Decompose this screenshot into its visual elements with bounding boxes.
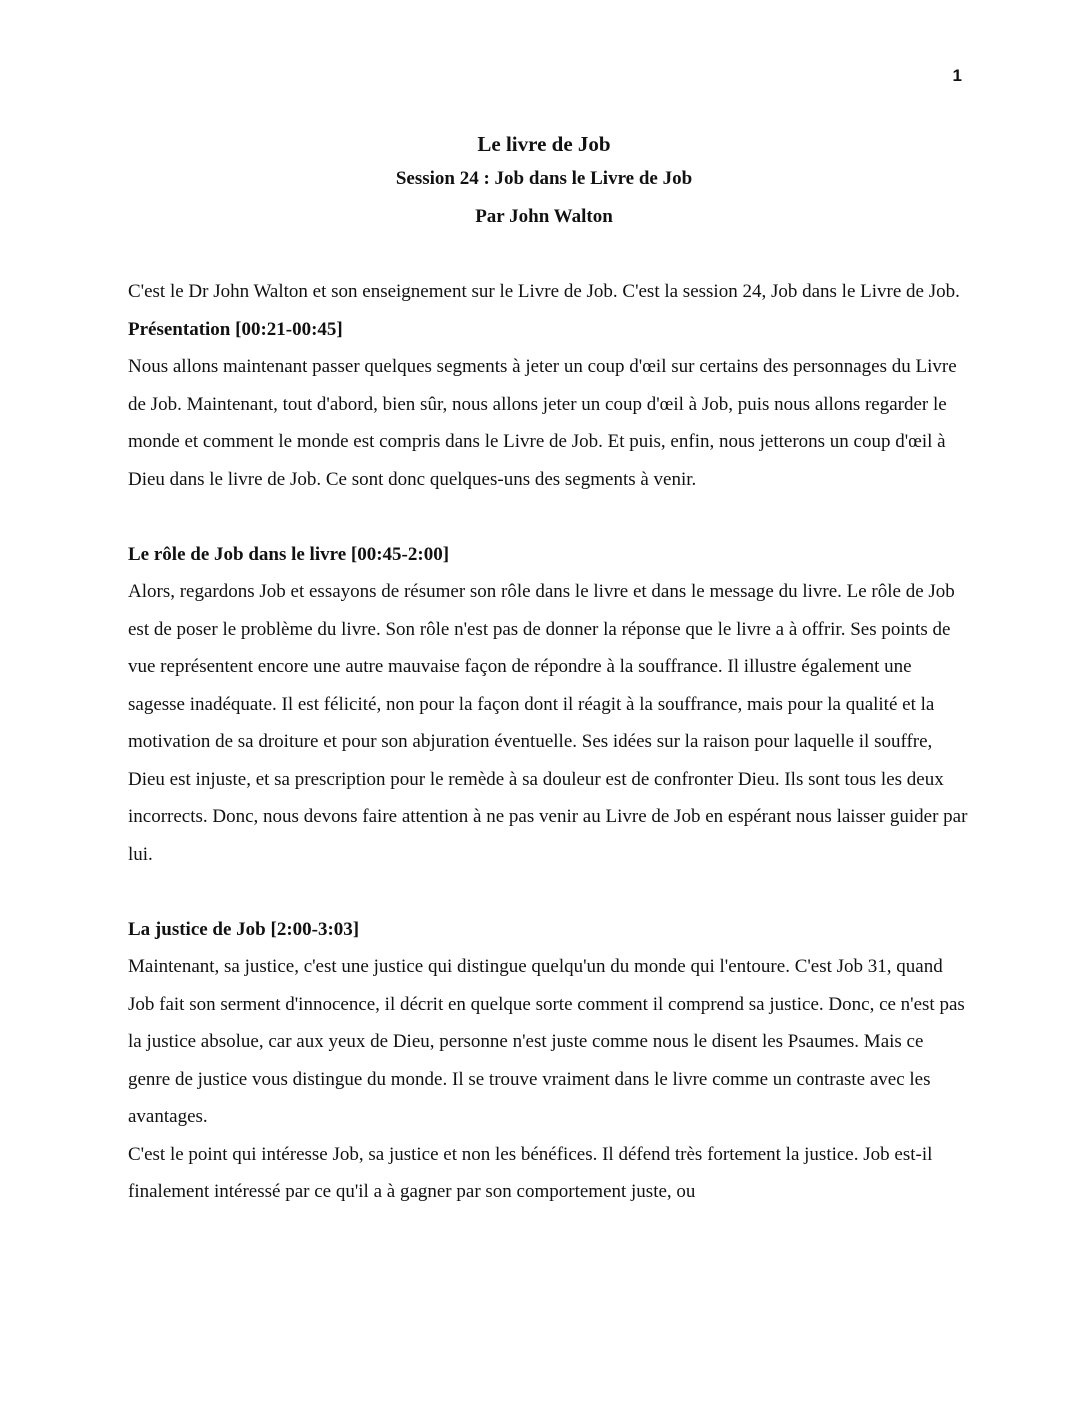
paragraph-presentation: Nous allons maintenant passer quelques segments à jeter un coup d'œil sur certains des personnages du Livre de Job. Maintenant, tout d'abord, bien sûr, nous allons jeter un coup d'œil à Job, puis nous allons regarder le monde et comment le monde est compris dans le Livre de Job. Et puis, enfin, nous jetterons un coup d'œil à Dieu dans le livre de Job. Ce sont donc quelques-uns des segments à venir. <box>128 356 957 490</box>
section-heading-presentation: Présentation [00:21-00:45] <box>128 318 343 340</box>
document-header <box>0 128 1088 236</box>
session-title: Session 24 : Job dans le Livre de Job <box>395 168 693 189</box>
paragraph-justice-1: Maintenant, sa justice, c'est une justice qui distingue quelqu'un du monde qui l'entoure. C'est Job 31, quand Job fait son serment d'innocence, il décrit en quelque sorte comment il comprend sa justice. Donc, ce n'est pas la justice absolue, car aux yeux de Dieu, personne n'est juste comme nous le disent les Psaumes. Mais ce genre de justice vous distingue du monde. Il se trouve vraiment dans le livre comme un contraste avec les avantages. <box>128 956 965 1127</box>
paragraph-justice-2: C'est le point qui intéresse Job, sa justice et non les bénéfices. Il défend très fortement la justice. Job est-il finalement intéressé par ce qu'il a à gagner par son comportement juste, ou <box>128 1143 933 1202</box>
paragraph-role: Alors, regardons Job et essayons de résumer son rôle dans le livre et dans le message du livre. Le rôle de Job est de poser le problème du livre. Son rôle n'est pas de donner la réponse que le livre a à offrir. Ses points de vue représentent encore une autre mauvaise façon de répondre à la souffrance. Il illustre également une sagesse inadéquate. Il est félicité, non pour la façon dont il réagit à la souffrance, mais pour la qualité et la motivation de sa droiture et pour son abjuration éventuelle. Ses idées sur la raison pour laquelle il souffre, Dieu est injuste, et sa prescription pour le remède à sa douleur est de confronter Dieu. Ils sont tous les deux incorrects. Donc, nous devons faire attention à ne pas venir au Livre de Job en espérant nous laisser guider par lui. <box>128 581 968 865</box>
intro-paragraph: C'est le Dr John Walton et son enseignement sur le Livre de Job. C'est la session 24, Job dans le Livre de Job. <box>128 281 960 302</box>
section-heading-role: Le rôle de Job dans le livre [00:45-2:00] <box>128 543 450 565</box>
document-body <box>128 273 968 1211</box>
page-number: 1 <box>952 66 962 85</box>
paragraph-gap <box>128 498 968 536</box>
author-line: Par John Walton <box>475 206 613 227</box>
document-title: Le livre de Job <box>477 132 611 156</box>
paragraph-gap <box>128 873 968 911</box>
section-heading-justice: La justice de Job [2:00-3:03] <box>128 918 360 940</box>
